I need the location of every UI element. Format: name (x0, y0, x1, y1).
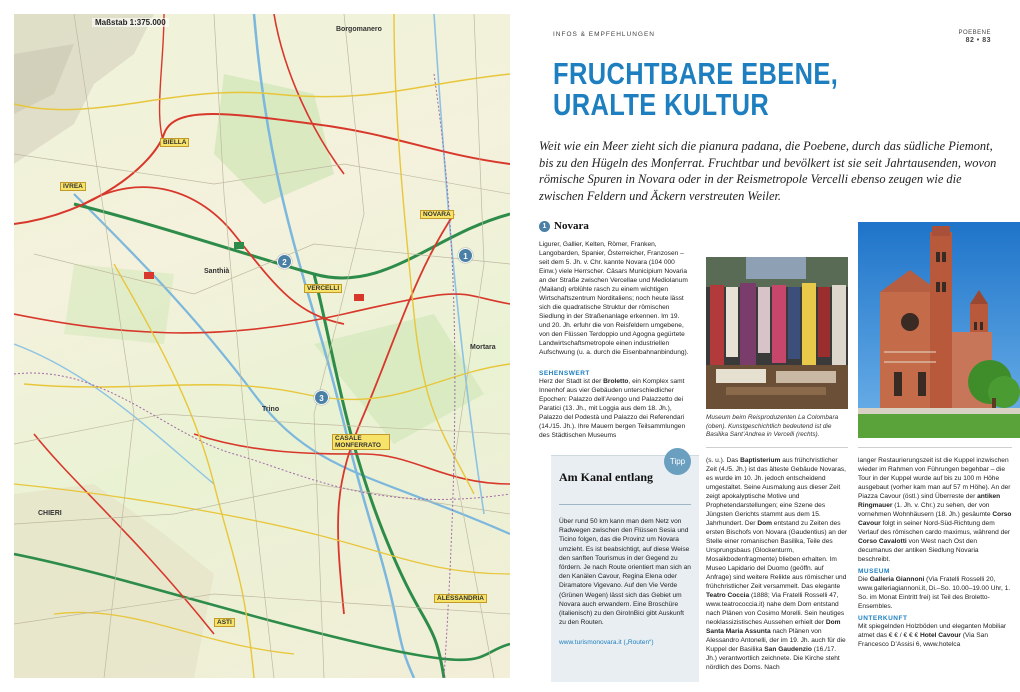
map-drawing (14, 14, 510, 678)
column-divider (858, 447, 1012, 448)
title-line-2: URALTE KULTUR (553, 87, 770, 122)
section-number-badge: 1 (539, 221, 550, 232)
sights-paragraph: Herz der Stadt ist der Broletto, ein Komplex samt Innenhof aus vier Gebäuden unterschiedlicher Epochen: Palazzo dell’Arengo und Palazzetto dei Paratici (13. Jh., mit Loggia aus dem 18. Jh.), Palazzo del Podestà und Palazzo dei Referendari (14./15. Jh.). Ihre Mauern bergen Teilsammlungen des Städtischen Museums (539, 378, 686, 439)
page-header (958, 29, 991, 45)
subheading-sights: SEHENSWERT (539, 370, 590, 377)
road-map[interactable] (14, 14, 510, 678)
map-marker-1[interactable]: 1 (458, 248, 473, 263)
map-marker-3[interactable]: 3 (314, 390, 329, 405)
photo-basilica (858, 222, 1020, 438)
caption-divider (706, 447, 848, 448)
town-label[interactable]: CASALE MONFERRATO (332, 434, 390, 450)
photo-museum-interior (706, 257, 848, 409)
subheading-museum: MUSEUM (858, 568, 890, 575)
town-label[interactable]: IVREA (60, 182, 86, 191)
lead-paragraph: Weit wie ein Meer zieht sich die pianura padana, die Poebene, durch das südliche Piemont, bis zu den Hügeln des Monferrat. Fruchtbar und bevölkert ist sie seit Jahrtausenden, wovon römische Spuren in Novara oder in der Reismetropole Vercelli ebenso zeugen wie die zwischen Feldern und Äckern verstreuten Weiler. (539, 139, 997, 203)
title-line-1: FRUCHTBARE EBENE, (553, 56, 839, 91)
section-heading (539, 220, 589, 232)
town-label[interactable]: VERCELLI (304, 284, 342, 293)
map-scale: Maßstab 1:375.000 (92, 18, 169, 27)
museum-paragraph: Die Galleria Giannoni (Via Fratelli Rosselli 20, www.galleriagiannoni.it, Di.–So. 10.00–19.00 Uhr, 1. So. im Monat Eintritt frei) ist Teil des Broletto-Ensembles. (858, 576, 1011, 610)
accommodation-paragraph: Mit spiegelnden Holzböden und eleganten Mobiliar atmet das € € / € € € Hotel Cavour (Via San Francesco D’Assisi 6, www.hotelca (858, 623, 1007, 648)
subheading-accommodation: UNTERKUNFT (858, 615, 908, 622)
town-label[interactable]: Trino (262, 406, 280, 413)
page-title (553, 58, 897, 120)
intro-text (539, 240, 689, 357)
intro-paragraph: Ligurer, Gallier, Kelten, Römer, Franken, Langobarden, Spanier, Österreicher, Franzosen – seit dem 5. Jh. v. Chr. kannte Novara (104 000 Einw.) viele Herrscher. Cäsars Municipium Novaria an der Straße zwischen Vercellae und Mediolanum (Mailand) erblühte rasch zu einem wichtigen Wirtschaftszentrum Norditaliens; noch heute lässt sich die quadratische Struktur der römischen Siedlung in der Straßenanlage erkennen. Im 19. und 20. Jh. erfuhr die von Reisfeldern umgebene, von den Flüssen Terdoppio und Agogna gegürtete Landwirtschaftsmetropole einen industriellen Aufschwung (u. a. durch die Eisenbahnanbindung). (539, 241, 689, 356)
map-marker-2[interactable]: 2 (277, 254, 292, 269)
body-paragraph: (s. u.). Das Baptisterium aus frühchristlicher Zeit (4./5. Jh.) ist das älteste Gebäude Novaras, es wurde im 10. Jh. jedoch entscheidend umgestaltet. Seine Ausmalung aus dieser Zeit zeigt apokalyptische Motive und Prophetendarstellungen; eine Szene des Jüngsten Gerichts stammt aus dem 15. Jahrhundert. Der Dom entstand zu Zeiten des ersten Bischofs von Novara (Gaudentius) an der Stelle einer romanischen Basilika, Teile des Ursprungsbaus (Glockenturm, Mosaikbodenfragmente) blieben erhalten. Im Museo Lapidario del Duomo (geöffn. auf Anfrage) sind weitere Relikte aus römischer und frühchristlicher Zeit versammelt. Das elegante Teatro Coccia (1888; Via Fratelli Rosselli 47, www.teatrococcia.it) nahe dem Dom entstand nach Plänen von Cosimo Morelli. Sein heutiges neoklassizistisches Aussehen erhielt der Dom Santa Maria Assunta nach Plänen von Alessandro Antonelli, der im 19. Jh. auch für die Kuppel der Basilika San Gaudenzio (16./17. Jh.) verantwortlich zeichnete. Die Kirche steht nördlich des Doms. Nach (706, 457, 848, 671)
page-numbers: 82 • 83 (965, 37, 991, 44)
body-column-2 (706, 456, 848, 672)
town-label[interactable]: Santhià (204, 268, 230, 275)
town-label[interactable]: BIELLA (160, 138, 189, 147)
sights-text (539, 370, 689, 440)
tip-box (551, 455, 699, 682)
photo-caption: Museum beim Reisproduzenten La Colombara (oben). Kunstgeschichtlich bedeutend ist die Basilika Sant’Andrea in Vercelli (rechts). (706, 414, 839, 438)
town-label[interactable]: Borgomanero (336, 26, 382, 33)
town-label[interactable]: ASTI (214, 618, 235, 627)
photo-basilica-drawing (858, 222, 1020, 438)
body-paragraph: langer Restaurierungszeit ist die Kuppel inzwischen wieder im Rahmen von Führungen begehbar – die Tour in der Kuppel wurde auf bis zu 100 m Höhe ausgebaut (vorher kam man auf 57 m Höhe). An der Piazza Cavour (östl.) sind Überreste der antiken Ringmauer (1. Jh. v. Chr.) zu sehen, der von vornehmen Wohnhäusern (18. Jh.) gesäumte Corso Cavour folgt in seiner Nord-Süd-Richtung dem Verlauf des römischen cardo maximus, während der Corso Cavalotti von West nach Ost den decumanus der antiken Siedlung Novaria beschreibt. (858, 457, 1012, 563)
town-label[interactable]: ALESSANDRIA (434, 594, 487, 603)
tip-body: Über rund 50 km kann man dem Netz von Radwegen zwischen den Flüssen Sesia und Ticino folgen, das die Provinz um Novara umzieht. Es ist beabsichtigt, auf diese Weise den sanften Tourismus in der Gegend zu fördern. Je nach Route orientiert man sich an den Kanälen Cavour, Regina Elena oder Diramatore Vigevano. Auf den Vie Verde (Grünen Wegen) lässt sich das Gebiet um Novara auch erwandern. Eine Broschüre (italienisch) zu den GiroInBici gibt Auskunft zu den Routen. (559, 518, 691, 627)
section-title: Novara (554, 220, 589, 232)
tip-badge: Tipp (664, 448, 691, 475)
section-header: INFOS & EMPFEHLUNGEN (553, 31, 655, 38)
town-label[interactable]: Mortara (470, 344, 496, 351)
town-label[interactable]: CHIERI (38, 510, 62, 517)
tip-link[interactable]: www.turismonovara.it („Routen“) (559, 639, 654, 646)
town-label[interactable]: NOVARA (420, 210, 454, 219)
tip-divider (559, 504, 691, 505)
tip-title: Am Kanal entlang (559, 470, 654, 484)
photo-museum-drawing (706, 257, 848, 409)
region-label: POEBENE (958, 30, 991, 36)
body-column-3 (858, 456, 1012, 649)
